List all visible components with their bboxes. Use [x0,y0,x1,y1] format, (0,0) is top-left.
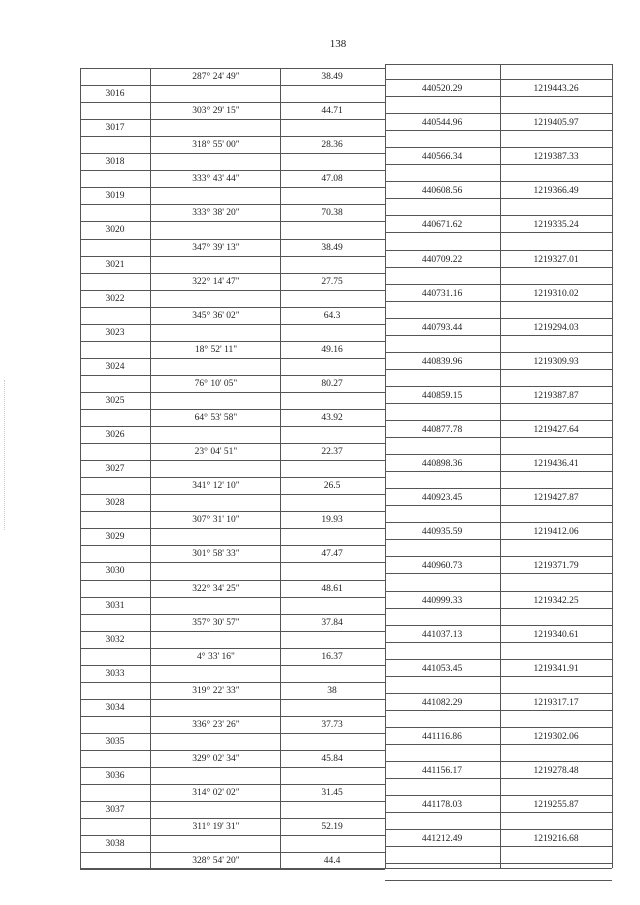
distance-cell: 16.37 [321,651,343,662]
table-row-divider [385,608,612,609]
distance-cell: 70.38 [321,208,343,219]
easting-cell: 1219310.02 [533,288,579,299]
point-id-cell: 3023 [105,327,125,338]
distance-cell: 22.37 [321,447,343,458]
northing-cell: 440544.96 [421,118,463,129]
northing-cell: 440608.56 [421,186,463,197]
easting-cell: 1219427.64 [533,425,579,435]
bearing-cell: 314° 02' 02" [192,788,240,799]
bearing-cell: 64° 53' 58" [194,413,238,423]
table-row-divider [80,511,385,512]
table-row-divider [80,136,385,137]
bearing-cell: 301° 58' 33" [192,549,240,560]
table-row-divider [80,682,385,683]
table-top-border [80,68,385,69]
table-row-divider [385,369,612,370]
bearing-cell: 287° 24' 49" [192,72,240,82]
table-row-divider [80,631,385,632]
table-row-divider [80,375,385,376]
point-id-cell: 3017 [105,123,125,134]
northing-cell: 440960.73 [421,561,463,572]
easting-cell: 1219371.79 [533,561,579,572]
table-column-line [80,68,81,868]
point-id-cell: 3033 [105,668,125,679]
easting-cell: 1219436.41 [533,459,579,470]
table-row-divider [80,648,385,649]
table-row-divider [80,204,385,205]
bearing-cell: 328° 54' 20" [192,856,240,867]
table-row-divider [385,113,612,114]
distance-cell: 31.45 [321,788,343,799]
distance-cell: 43.92 [321,413,343,423]
table-row-divider [385,267,612,268]
easting-cell: 1219302.06 [533,731,579,742]
table-row-divider [385,522,612,523]
table-row-divider [80,119,385,120]
table-row-divider [385,880,612,881]
table-row-divider [80,835,385,836]
table-row-divider [385,284,612,285]
point-id-cell: 3034 [105,702,125,713]
table-row-divider [80,665,385,666]
table-row-divider [385,79,612,80]
table-row-divider [80,341,385,342]
table-row-divider [80,273,385,274]
northing-cell: 440709.22 [421,254,463,265]
table-row-divider [385,659,612,660]
distance-cell: 37.73 [321,719,343,730]
table-row-divider [385,181,612,182]
bearing-cell: 336° 23' 26" [192,719,240,730]
easting-cell: 1219309.93 [533,356,579,367]
table-row-divider [80,102,385,103]
table-row-divider [385,846,612,847]
northing-cell: 440923.45 [421,493,463,504]
easting-cell: 1219443.26 [533,84,579,94]
northing-cell: 440793.44 [421,322,463,333]
bearing-cell: 319° 22' 33" [192,685,240,696]
distance-cell: 48.61 [321,583,343,594]
table-row-divider [385,863,612,864]
table-row-divider [80,409,385,410]
northing-cell: 441037.13 [421,629,463,640]
table-row-divider [385,420,612,421]
table-row-divider [385,488,612,489]
table-top-border-right [385,64,612,65]
table-row-divider [80,307,385,308]
point-id-cell: 3026 [105,430,125,440]
table-row-divider [80,221,385,222]
point-id-cell: 3027 [105,464,125,475]
table-row-divider [385,505,612,506]
bearing-cell: 322° 34' 25" [192,583,240,594]
easting-cell: 1219427.87 [533,493,579,504]
table-row-divider [80,85,385,86]
table-row-divider [80,716,385,717]
northing-cell: 440731.16 [421,288,463,299]
distance-cell: 37.84 [321,617,343,628]
table-row-divider [385,625,612,626]
easting-cell: 1219317.17 [533,697,579,708]
point-id-cell: 3029 [105,532,125,543]
point-id-cell: 3036 [105,771,125,781]
table-row-divider [80,324,385,325]
table-row-divider [385,130,612,131]
bearing-cell: 345° 36' 02" [192,310,240,321]
distance-cell: 44.71 [321,106,343,117]
point-id-cell: 3038 [105,839,125,850]
table-row-divider [385,761,612,762]
table-row-divider [385,96,612,97]
bearing-cell: 23° 04' 51" [194,447,238,458]
table-row-divider [80,545,385,546]
point-id-cell: 3020 [105,225,125,236]
distance-cell: 52.19 [321,822,343,833]
table-row-divider [385,215,612,216]
table-row-divider [80,733,385,734]
table-row-divider [385,642,612,643]
bearing-cell: 329° 02' 34" [192,754,240,764]
easting-cell: 1219387.33 [533,152,579,163]
table-row-divider [80,869,385,870]
table-row-divider [80,699,385,700]
table-row-divider [80,750,385,751]
table-row-divider [80,801,385,802]
table-column-line [385,64,386,868]
northing-cell: 440935.59 [421,527,463,538]
point-id-cell: 3035 [105,736,125,747]
point-id-cell: 3032 [105,634,125,645]
distance-cell: 27.75 [321,276,343,287]
bearing-cell: 18° 52' 11" [194,344,238,355]
northing-cell: 440520.29 [421,84,463,94]
distance-cell: 64.3 [323,310,341,321]
bearing-cell: 318° 55' 00" [192,140,240,151]
table-row-divider [385,352,612,353]
table-row-divider [80,597,385,598]
easting-cell: 1219340.61 [533,629,579,640]
table-row-divider [385,727,612,728]
easting-cell: 1219342.25 [533,595,579,606]
table-row-divider [80,256,385,257]
northing-cell: 440566.34 [421,152,463,163]
point-id-cell: 3018 [105,157,125,168]
distance-cell: 26.5 [323,481,341,492]
bearing-cell: 357° 30' 57" [192,617,240,628]
northing-cell: 441178.03 [421,800,463,811]
table-row-divider [80,153,385,154]
table-row-divider [80,818,385,819]
northing-cell: 441116.86 [422,731,462,742]
table-row-divider [80,358,385,359]
table-row-divider [385,556,612,557]
distance-cell: 45.84 [321,754,343,764]
distance-cell: 80.27 [321,378,343,389]
distance-cell: 38.49 [321,242,343,253]
easting-cell: 1219335.24 [533,220,579,231]
table-row-divider [385,250,612,251]
table-row-divider [385,744,612,745]
easting-cell: 1219412.06 [533,527,579,538]
bearing-cell: 333° 38' 20" [192,208,240,219]
northing-cell: 440999.33 [421,595,463,606]
table-row-divider [385,454,612,455]
table-row-divider [385,198,612,199]
northing-cell: 441212.49 [421,834,463,845]
bearing-cell: 333° 43' 44" [192,174,240,185]
table-row-divider [80,460,385,461]
table-row-divider [385,693,612,694]
table-row-divider [80,290,385,291]
table-row-divider [385,437,612,438]
table-row-divider [385,539,612,540]
table-row-divider [385,147,612,148]
table-row-divider [385,676,612,677]
distance-cell: 19.93 [321,515,343,526]
table-row-divider [80,580,385,581]
bearing-cell: 322° 14' 47" [192,276,240,287]
table-row-divider [385,318,612,319]
table-row-divider [385,812,612,813]
table-column-line [150,68,151,868]
table-column-line [280,68,281,868]
bearing-cell: 303° 29' 15" [192,106,240,117]
point-id-cell: 3016 [105,89,125,99]
point-id-cell: 3022 [105,293,125,304]
table-row-divider [385,471,612,472]
distance-cell: 28.36 [321,140,343,151]
table-bottom-border [80,868,612,869]
table-row-divider [385,232,612,233]
easting-cell: 1219294.03 [533,322,579,333]
point-id-cell: 3037 [105,805,125,816]
table-row-divider [80,852,385,853]
table-column-line [500,64,501,868]
table-row-divider [80,784,385,785]
bearing-cell: 311° 19' 31" [192,822,240,833]
easting-cell: 1219387.87 [533,390,579,401]
northing-cell: 440671.62 [421,220,463,231]
table-row-divider [80,477,385,478]
table-row-divider [385,403,612,404]
table-row-divider [80,187,385,188]
distance-cell: 44.4 [323,856,341,867]
northing-cell: 440877.78 [421,425,463,435]
table-row-divider [385,795,612,796]
bearing-cell: 4° 33' 16" [197,651,235,662]
distance-cell: 38 [327,685,337,696]
distance-cell: 47.47 [321,549,343,560]
table-row-divider [385,335,612,336]
table-row-divider [80,443,385,444]
northing-cell: 440898.36 [421,459,463,470]
easting-cell: 1219327.01 [533,254,579,265]
easting-cell: 1219341.91 [533,663,579,674]
table-row-divider [80,239,385,240]
table-row-divider [385,778,612,779]
point-id-cell: 3024 [105,361,125,372]
table-row-divider [385,301,612,302]
point-id-cell: 3028 [105,498,125,509]
distance-cell: 38.49 [321,72,343,82]
bearing-cell: 347° 39' 13" [192,242,240,253]
table-row-divider [80,528,385,529]
northing-cell: 440839.96 [421,356,463,367]
distance-cell: 49.16 [321,344,343,355]
northing-cell: 440859.15 [421,390,463,401]
table-row-divider [385,386,612,387]
table-row-divider [385,710,612,711]
table-row-divider [385,573,612,574]
table-row-divider [385,829,612,830]
northing-cell: 441053.45 [421,663,463,674]
bearing-cell: 307° 31' 10" [192,515,240,526]
easting-cell: 1219405.97 [533,118,579,129]
table-row-divider [80,392,385,393]
table-row-divider [80,767,385,768]
northing-cell: 441156.17 [421,766,463,776]
table-column-line [612,64,613,868]
easting-cell: 1219216.68 [533,834,579,845]
table-row-divider [385,591,612,592]
point-id-cell: 3019 [105,191,125,202]
table-row-divider [385,164,612,165]
page-number: 138 [329,38,347,50]
table-row-divider [80,494,385,495]
distance-cell: 47.08 [321,174,343,185]
table-row-divider [80,562,385,563]
easting-cell: 1219255.87 [533,800,579,811]
table-row-divider [80,170,385,171]
point-id-cell: 3025 [105,395,125,406]
point-id-cell: 3021 [105,259,125,270]
point-id-cell: 3030 [105,566,125,577]
point-id-cell: 3031 [105,600,125,611]
bearing-cell: 76° 10' 05" [194,378,238,389]
easting-cell: 1219278.48 [533,766,579,776]
bearing-cell: 341° 12' 10" [192,481,240,492]
easting-cell: 1219366.49 [533,186,579,197]
table-row-divider [80,614,385,615]
table-row-divider [80,426,385,427]
northing-cell: 441082.29 [421,697,463,708]
